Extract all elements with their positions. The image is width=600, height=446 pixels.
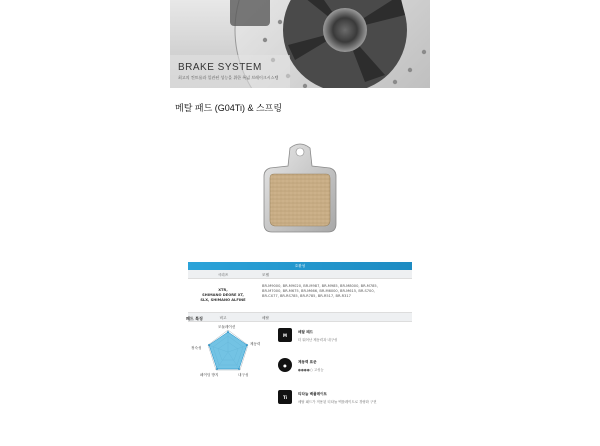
banner-subtitle: 최고의 컨트롤과 일관된 성능을 위한 폭넓 브레이크시스템 — [178, 75, 279, 80]
brake-system-banner — [170, 0, 430, 88]
feature-desc: ●●●●○ 고성능 — [298, 368, 324, 372]
model-line: BR-M9000, BR-M9020, BR-M987, BR-M985, BR-M8000, BR-M785, — [262, 284, 378, 288]
brake-pad-image — [260, 138, 340, 238]
note-label: 비고 — [219, 315, 227, 320]
table-row — [188, 279, 412, 313]
model-line: BR-CX77, BR-RS785, BR-R785, BR-R517, BR-R317 — [262, 294, 351, 298]
series-line: SLX, SHIMANO ALFINE — [200, 298, 246, 302]
pad-radar-chart — [188, 318, 268, 390]
table-header: 호환성 — [188, 262, 412, 270]
series-line: SHIMANO DEORE XT, — [202, 293, 244, 297]
radar-label-fade-resistance: 페이딩 방지 — [200, 373, 219, 377]
series-line: XTR, — [218, 288, 228, 292]
series-cell — [188, 279, 258, 312]
list-item — [278, 358, 324, 372]
table-column-headers — [188, 270, 412, 279]
titanium-backplate-icon: Ti — [278, 390, 292, 404]
list-item — [278, 390, 377, 404]
features-title: 패드 특징 — [186, 316, 203, 321]
feature-desc: 메탈 패드가 적용된 티타늄 백플레이트로 경량화 구현 — [298, 400, 377, 404]
radar-label-modulation: 모듈레이션 — [218, 325, 236, 329]
col-series-head: 시리즈 — [217, 272, 229, 277]
feature-name: 메탈 패드 — [298, 330, 314, 334]
list-item — [278, 328, 337, 342]
compatibility-table — [188, 262, 412, 322]
feature-name: 제동력 표준 — [298, 360, 317, 364]
braking-power-icon: ● — [278, 358, 292, 372]
page-title: 메탈 패드 (G04Ti) & 스프링 — [175, 103, 283, 113]
feature-desc: 더 뛰어난 제동력과 내구성 — [298, 338, 338, 342]
radar-label-quietness: 정숙성 — [191, 346, 202, 350]
models-cell — [258, 279, 412, 312]
banner-title: BRAKE SYSTEM — [178, 62, 262, 73]
feature-name: 티타늄 백플레이트 — [298, 392, 328, 396]
model-line: BR-M7000, BR-M675, BR-M666, BR-M6000, BR-M615, BR-S700, — [262, 289, 375, 293]
radar-label-power: 제동력 — [250, 342, 261, 346]
radar-label-durability: 내구성 — [238, 373, 249, 377]
col-model-head: 모델 — [262, 272, 269, 277]
metal-pad-icon: M — [278, 328, 292, 342]
note-value: 메탈 — [262, 315, 269, 320]
